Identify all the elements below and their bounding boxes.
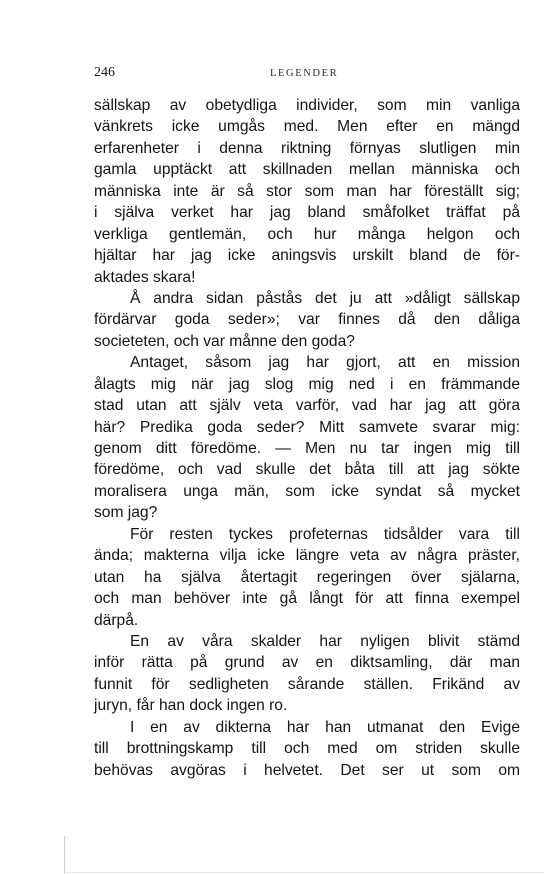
text-line: vänkrets icke umgås med. Men efter en mängd xyxy=(94,118,520,136)
text-line: erfarenheter i denna riktning förnyas slutligen min xyxy=(94,139,520,157)
text-line: hjältar har jag icke aningsvis urskilt bland de för- xyxy=(94,247,520,265)
text-line: ålagts mig när jag slog mig ned i en främmande xyxy=(94,375,520,393)
text-line: gamla upptäckt att skillnaden mellan människa och xyxy=(94,161,520,179)
text-line: juryn, får han dock ingen ro. xyxy=(94,697,288,715)
text-line: För resten tyckes profeternas tidsålder vara till xyxy=(130,525,520,543)
text-line: genom ditt föredöme. — Men nu tar ingen mig till xyxy=(94,440,520,457)
text-line: föredöme, och vad skulle det båta till att jag sökte xyxy=(94,461,520,479)
text-line: människa inte är så stor som man har föreställt sig; xyxy=(94,182,520,200)
text-line: fördärvar goda seder»; var finnes då den dåliga xyxy=(94,311,520,329)
text-line: societeten, och var månne den goda? xyxy=(94,332,355,350)
text-line: verkliga gentlemän, och hur många helgon och xyxy=(94,225,520,243)
text-line: behövas avgöras i helvetet. Det ser ut som om xyxy=(94,761,520,779)
text-line: och man behöver inte gå långt för att finna exempel xyxy=(94,590,520,608)
text-line: som jag? xyxy=(94,504,158,522)
text-line: ända; makterna vilja icke längre veta av några präster, xyxy=(94,547,520,565)
text-line: En av våra skalder har nyligen blivit stämd xyxy=(130,632,520,650)
text-line: funnit för sedligheten sårande ställen. Frikänd av xyxy=(94,675,520,693)
text-line: i själva verket har jag bland småfolket träffat på xyxy=(94,204,520,222)
margin-rule xyxy=(64,836,65,874)
text-line: därpå. xyxy=(94,611,139,629)
text-line: aktades skara! xyxy=(94,268,196,286)
running-title: LEGENDER xyxy=(270,68,339,79)
body-text xyxy=(94,95,520,781)
text-line: stad utan att själv veta varför, vad har jag att göra xyxy=(94,397,520,415)
text-line: till brottningskamp till och med om striden skulle xyxy=(94,740,520,758)
text-line: I en av dikterna har han utmanat den Evige xyxy=(130,718,520,736)
text-line: Å andra sidan påstås det ju att »dåligt sällskap xyxy=(130,289,520,307)
page-number: 246 xyxy=(94,65,115,80)
text-line: moralisera unga män, som icke syndat så mycket xyxy=(94,482,520,500)
text-line: sällskap av obetydliga individer, som min vanliga xyxy=(94,97,520,114)
running-head xyxy=(94,64,520,82)
text-line: inför rätta på grund av en diktsamling, där man xyxy=(94,654,520,672)
text-line: här? Predika goda seder? Mitt samvete svarar mig: xyxy=(94,418,520,436)
page-edge xyxy=(64,872,544,873)
text-line: Antaget, såsom jag har gjort, att en mission xyxy=(130,354,520,372)
text-line: utan ha själva återtagit regeringen över själarna, xyxy=(94,568,520,586)
